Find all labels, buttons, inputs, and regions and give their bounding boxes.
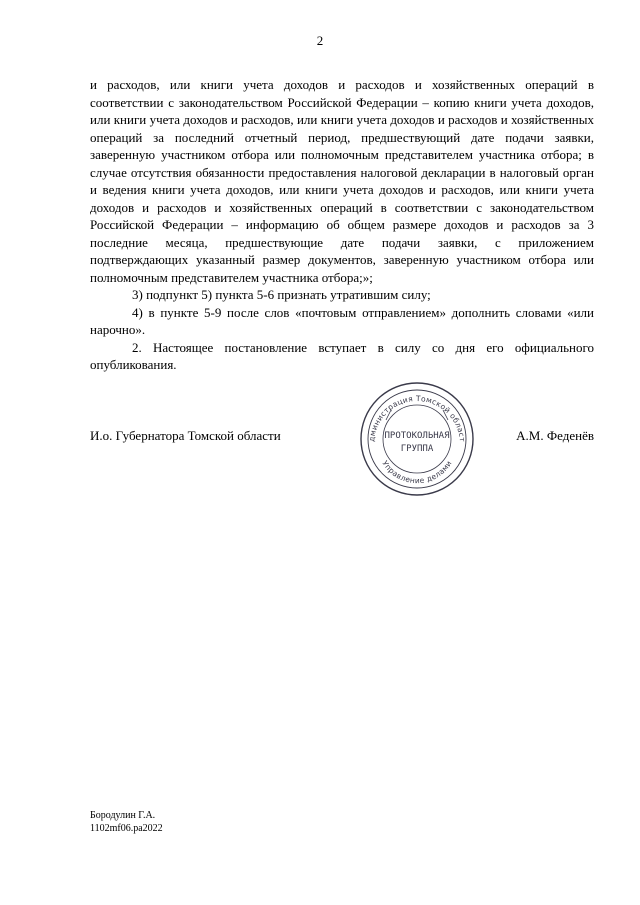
paragraph-item-2: 2. Настоящее постановление вступает в силу со дня его официального опубликования.	[90, 339, 594, 372]
paragraph-subitem-3: 3) подпункт 5) пункта 5-6 признать утратившим силу;	[132, 287, 431, 302]
signer-name: А.М. Феденёв	[516, 428, 594, 443]
document-body	[90, 76, 594, 374]
signature-block	[90, 428, 594, 446]
stamp-center-line1: ПРОТОКОЛЬНАЯ	[384, 431, 450, 441]
footer-author: Бородулин Г.А.	[90, 810, 156, 821]
paragraph-subitem-4: 4) в пункте 5-9 после слов «почтовым отправлением» дополнить словами «или нарочно».	[90, 304, 594, 337]
stamp-seal-icon	[358, 380, 476, 498]
footer	[90, 809, 163, 835]
signer-title: И.о. Губернатора Томской области	[90, 428, 281, 443]
stamp-center-line2: ГРУППА	[400, 444, 434, 454]
stamp-ring-bottom-text: Управление делами	[380, 458, 454, 486]
footer-doc-code: 1102mf06.pa2022	[90, 823, 163, 834]
official-stamp	[358, 380, 476, 498]
page-number: 2	[316, 33, 324, 48]
paragraph-continuation: и расходов, или книги учета доходов и расходов и хозяйственных операций в соответствии с законодательством Российской Федерации – копию книги учета доходов, или книги учета доходов и расходов, или книги учета доходов и расходов и хозяйственных операций за последний отчетный период, предшествующий дате подачи заявки, заверенную участником отбора или полномочным представителем участника отбора; в случае отсутствия обязанности предоставления налоговой декларации в налоговый орган и ведения книги учета доходов, или книги учета доходов и расходов, или книги учета доходов и расходов и хозяйственных операций в соответствии с законодательством Российской Федерации – информацию об общем размере доходов и расходов за 3 последние месяца, предшествующие дате подачи заявки, с приложением подтверждающих указанный размер документов, заверенную участником отбора или полномочным представителем участника отбора;»;	[90, 77, 594, 285]
stamp-ring-top-text: дминистрация Томской област	[367, 393, 467, 443]
